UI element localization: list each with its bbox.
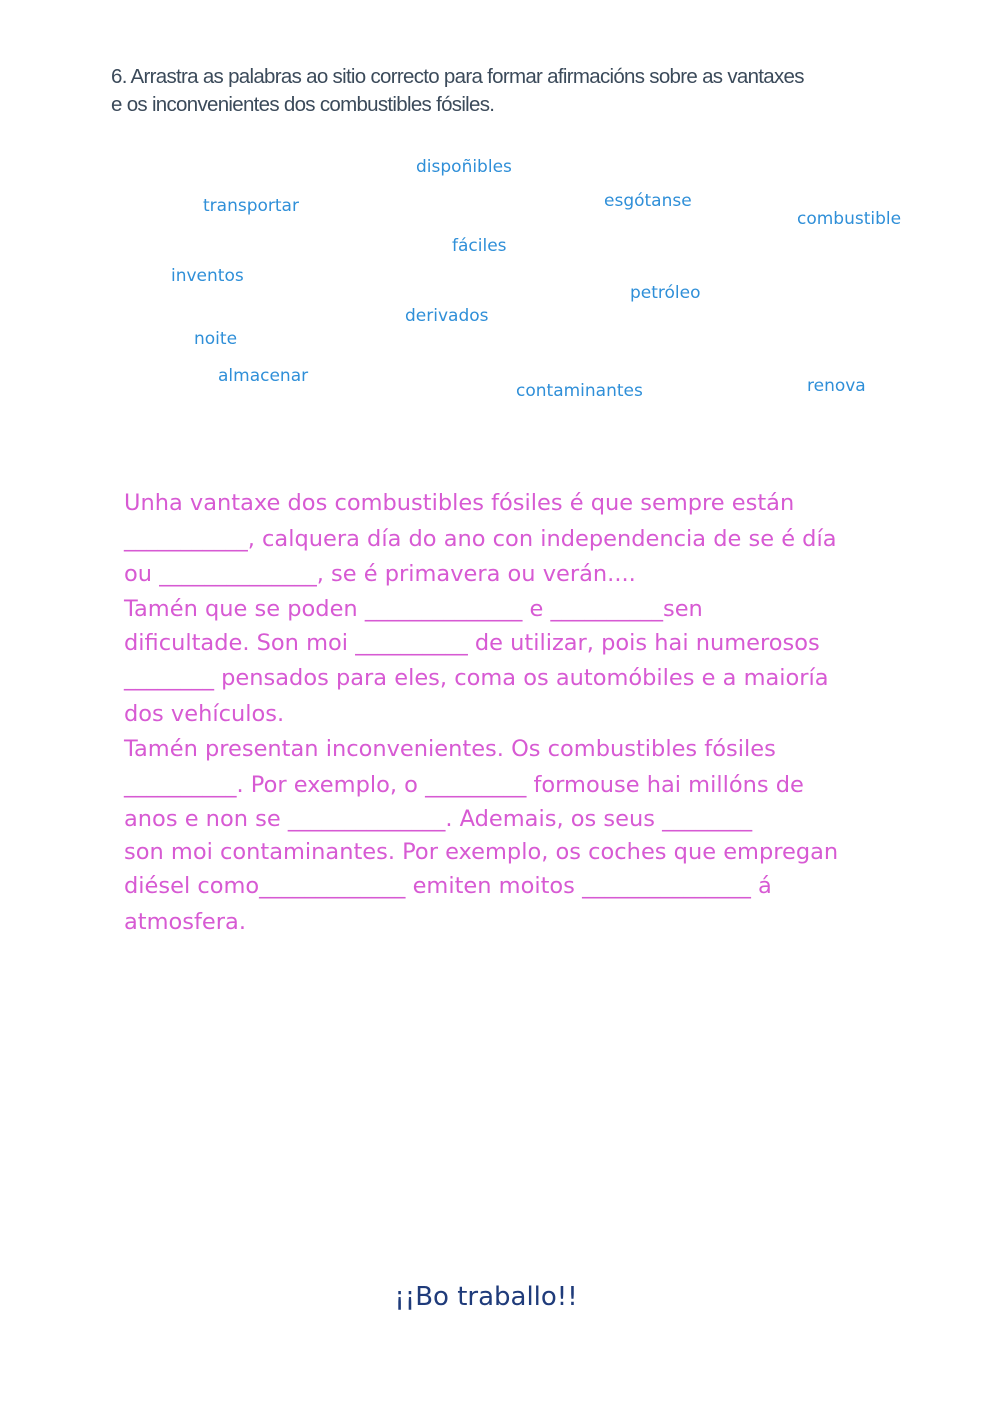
exercise-line-13 xyxy=(124,905,944,941)
blank-2[interactable]: ______________ xyxy=(159,561,317,587)
footer-text: ¡¡Bo traballo!! xyxy=(394,1282,578,1312)
instruction-line-2: e os inconvenientes dos combustibles fósiles. xyxy=(111,93,495,116)
exercise-line-3 xyxy=(124,557,944,593)
exercise-text xyxy=(124,486,944,940)
exercise-text-segment: Tamén que se poden xyxy=(124,595,365,622)
blank-3[interactable]: ______________ xyxy=(364,595,523,622)
exercise-text-segment: , calquera día do ano con independencia de se é día xyxy=(247,525,837,552)
word-almacenar[interactable]: almacenar xyxy=(218,366,309,386)
exercise-text-segment: anos e non se xyxy=(124,806,288,832)
exercise-line-1 xyxy=(124,486,944,522)
exercise-line-6 xyxy=(124,661,944,697)
word-bank xyxy=(0,0,1000,420)
word-contaminantes[interactable]: contaminantes xyxy=(516,381,643,401)
exercise-text-segment: pensados para eles, coma os automóbiles e a maioría xyxy=(214,665,829,691)
exercise-text-segment: . Por exemplo, o xyxy=(236,771,426,798)
exercise-line-9 xyxy=(124,768,944,804)
exercise-text-segment: formouse hai millóns de xyxy=(526,771,804,798)
exercise-line-4 xyxy=(124,593,944,626)
exercise-text-segment: dos vehículos. xyxy=(124,700,285,727)
exercise-text-segment: diésel como xyxy=(124,873,260,899)
word-petroleo[interactable]: petróleo xyxy=(630,283,701,303)
exercise-line-5 xyxy=(124,626,944,662)
word-combustible[interactable]: combustible xyxy=(797,209,902,229)
blank-7[interactable]: __________ xyxy=(124,771,237,798)
exercise-text-segment: , se é primavera ou verán.... xyxy=(316,561,636,587)
blank-12[interactable]: _______________ xyxy=(582,873,751,899)
blank-10[interactable]: ________ xyxy=(662,806,753,832)
word-inventos[interactable]: inventos xyxy=(171,266,244,286)
blank-5[interactable]: __________ xyxy=(355,629,468,656)
blank-8[interactable]: _________ xyxy=(425,771,527,798)
blank-9[interactable]: ______________ xyxy=(287,806,446,832)
footer-message xyxy=(0,1282,1000,1312)
word-noite[interactable]: noite xyxy=(194,329,238,349)
word-derivados[interactable]: derivados xyxy=(405,306,489,326)
exercise-line-7 xyxy=(124,697,944,733)
exercise-text-segment: atmosfera. xyxy=(124,908,246,935)
word-transportar[interactable]: transportar xyxy=(203,196,299,216)
exercise-text-segment: emiten moitos xyxy=(405,873,583,899)
exercise-text-segment: son moi contaminantes. Por exemplo, os coches que empregan xyxy=(124,839,839,865)
exercise-text-segment: á xyxy=(750,873,772,899)
blank-4[interactable]: __________ xyxy=(550,595,663,622)
exercise-line-8 xyxy=(124,732,944,768)
exercise-text-segment: dificultade. Son moi xyxy=(124,629,356,656)
word-renova[interactable]: renova xyxy=(807,376,866,396)
exercise-text-segment: Tamén presentan inconvenientes. Os combustibles fósiles xyxy=(124,736,776,762)
exercise-line-10 xyxy=(124,803,944,836)
exercise-text-segment: de utilizar, pois hai numerosos xyxy=(467,629,820,656)
word-faciles[interactable]: fáciles xyxy=(452,236,507,256)
word-esgotanse[interactable]: esgótanse xyxy=(604,191,692,211)
instruction-line-1: 6. Arrastra as palabras ao sitio correcto para formar afirmacións sobre as vantaxes xyxy=(111,65,804,88)
word-disponibles[interactable]: dispoñibles xyxy=(416,157,512,177)
exercise-line-12 xyxy=(124,869,944,905)
exercise-line-2 xyxy=(124,522,944,558)
exercise-line-11 xyxy=(124,836,944,869)
blank-6[interactable]: ________ xyxy=(124,665,214,691)
exercise-text-segment: ou xyxy=(124,561,160,587)
blank-11[interactable]: _____________ xyxy=(259,873,406,899)
exercise-text-segment: . Ademais, os seus xyxy=(445,806,663,832)
exercise-text-segment: Unha vantaxe dos combustibles fósiles é que sempre están xyxy=(124,490,795,516)
blank-1[interactable]: ___________ xyxy=(124,525,248,552)
exercise-text-segment: e xyxy=(522,595,551,622)
exercise-text-segment: sen xyxy=(662,595,703,622)
